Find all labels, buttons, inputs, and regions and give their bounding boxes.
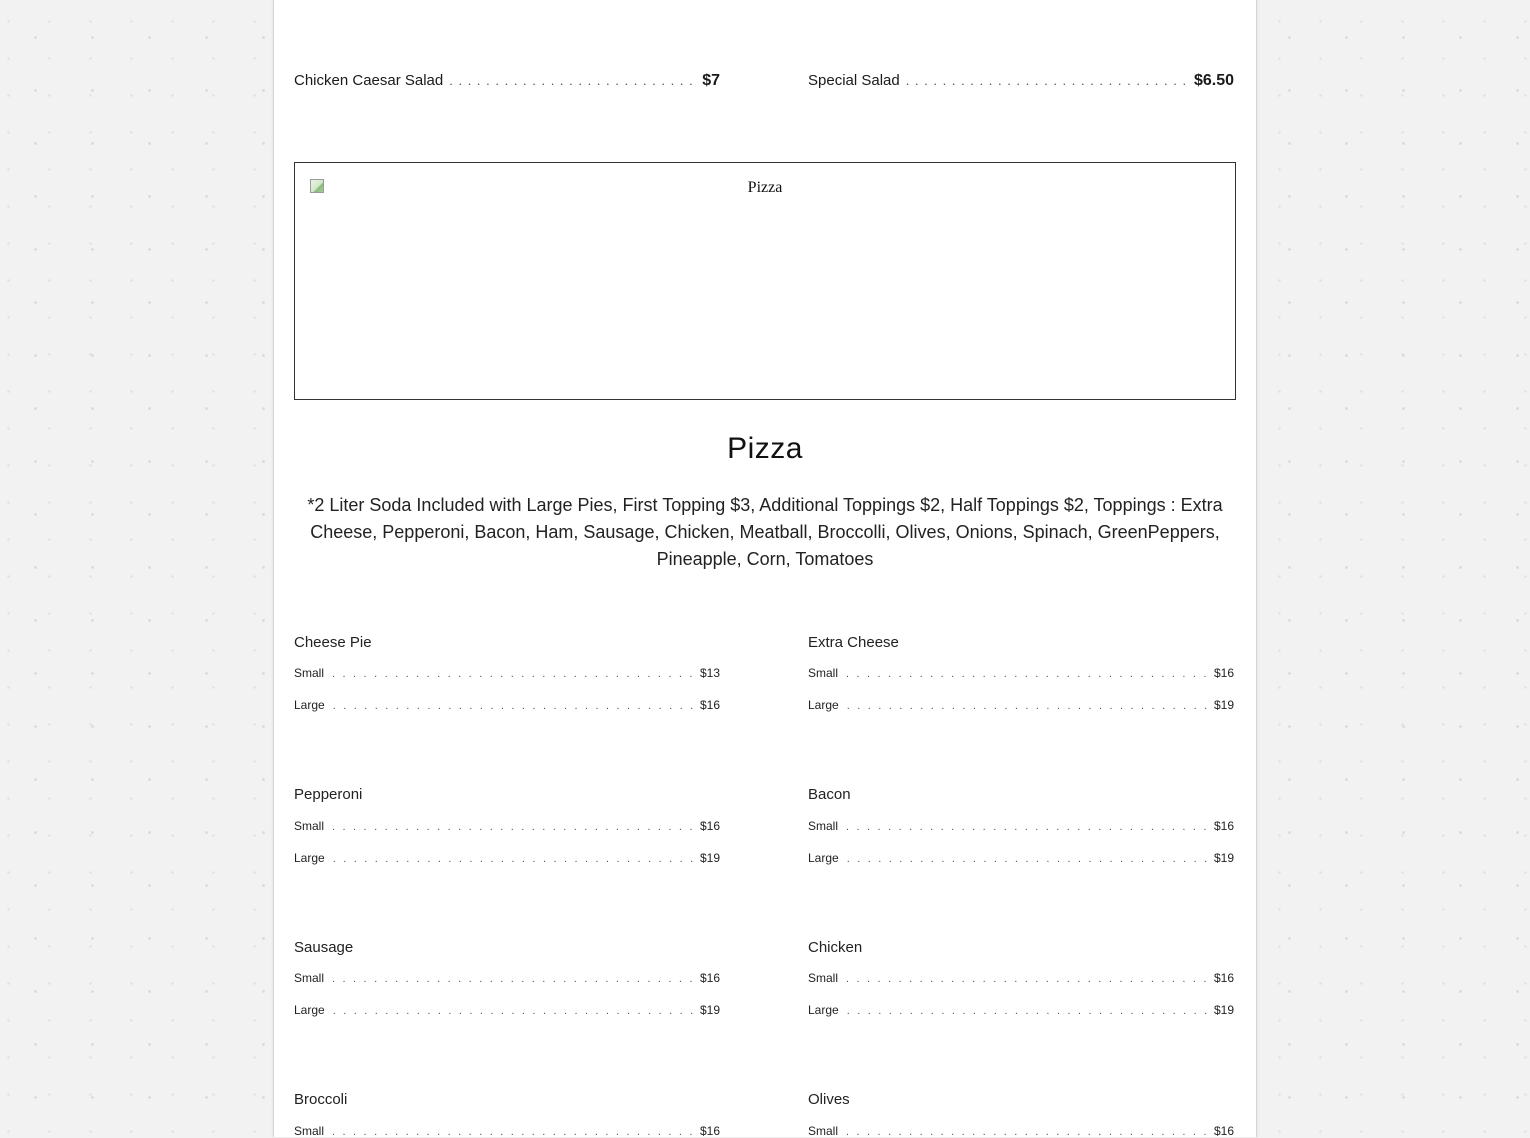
size-price: $16: [699, 819, 720, 833]
size-row-small: [808, 666, 1234, 680]
pizza-item-name: Olives: [808, 1091, 850, 1108]
size-row-large: [294, 851, 720, 865]
size-row-small: [294, 819, 720, 833]
size-label: Large: [294, 698, 325, 712]
dot-leader: [847, 700, 1210, 712]
dot-leader: [332, 668, 696, 680]
dot-leader: [333, 1005, 696, 1017]
menu-item-price: $7: [702, 72, 720, 89]
size-label: Small: [808, 1124, 839, 1138]
size-label: Large: [808, 851, 839, 865]
dot-leader: [846, 821, 1210, 833]
dot-leader: [846, 1126, 1210, 1138]
size-label: Small: [294, 1124, 325, 1138]
dot-leader: [847, 853, 1210, 865]
size-price: $19: [1213, 1003, 1234, 1017]
pizza-image-alt-text: Pizza: [747, 179, 783, 196]
size-price: $13: [699, 666, 720, 680]
pizza-item-name: Cheese Pie: [294, 634, 372, 651]
size-row-small: [294, 1124, 720, 1138]
dot-leader: [333, 853, 696, 865]
size-price: $16: [699, 698, 720, 712]
size-row-small: [294, 666, 720, 680]
size-row-small: [808, 819, 1234, 833]
size-row-large: [808, 698, 1234, 712]
dot-leader: [332, 821, 696, 833]
size-row-large: [294, 1003, 720, 1017]
menu-item-chicken-caesar-salad: [294, 72, 720, 90]
size-price: $19: [699, 1003, 720, 1017]
size-price: $16: [1213, 666, 1234, 680]
pizza-image: [294, 162, 1236, 400]
size-row-small: [294, 971, 720, 985]
size-row-large: [808, 851, 1234, 865]
pizza-item-name: Broccoli: [294, 1091, 348, 1108]
menu-item-name: Chicken Caesar Salad: [294, 72, 444, 89]
size-label: Small: [808, 666, 839, 680]
menu-item-special-salad: [808, 72, 1234, 90]
dot-leader: [906, 73, 1190, 88]
dot-leader: [332, 973, 696, 985]
size-price: $16: [699, 1124, 720, 1138]
size-price: $19: [1213, 698, 1234, 712]
size-price: $16: [1213, 819, 1234, 833]
size-label: Large: [294, 851, 325, 865]
size-price: $16: [1213, 971, 1234, 985]
dot-leader: [846, 973, 1210, 985]
dot-leader: [846, 668, 1210, 680]
size-price: $19: [1213, 851, 1234, 865]
size-price: $16: [1213, 1124, 1234, 1138]
size-label: Small: [294, 819, 325, 833]
size-label: Large: [294, 1003, 325, 1017]
dot-leader: [332, 1126, 696, 1138]
size-label: Small: [808, 819, 839, 833]
menu-item-name: Special Salad: [808, 72, 900, 89]
size-label: Small: [294, 971, 325, 985]
size-price: $16: [699, 971, 720, 985]
section-title-pizza: Pizza: [727, 432, 803, 465]
size-label: Large: [808, 698, 839, 712]
size-row-small: [808, 971, 1234, 985]
pizza-item-name: Bacon: [808, 786, 851, 803]
size-row-large: [294, 698, 720, 712]
pizza-item-name: Sausage: [294, 939, 354, 956]
menu-page: [273, 0, 1257, 1137]
dot-leader: [449, 73, 698, 88]
pizza-item-name: Chicken: [808, 939, 863, 956]
size-label: Small: [294, 666, 325, 680]
size-row-small: [808, 1124, 1234, 1138]
size-label: Small: [808, 971, 839, 985]
dot-leader: [333, 700, 696, 712]
menu-item-price: $6.50: [1193, 72, 1234, 89]
dot-leader: [847, 1005, 1210, 1017]
pizza-item-name: Pepperoni: [294, 786, 363, 803]
size-label: Large: [808, 1003, 839, 1017]
size-price: $19: [699, 851, 720, 865]
pizza-item-name: Extra Cheese: [808, 634, 899, 651]
section-description: *2 Liter Soda Included with Large Pies, First Topping $3, Additional Toppings $2, Half Toppings $2, Toppings : Extra Cheese, Pepperoni, Bacon, Ham, Sausage, Chicken, Meatball, Broccolli, Olives, Onions, Spinach, GreenPeppers, Pineapple, Corn, Tomatoes: [307, 495, 1223, 569]
size-row-large: [808, 1003, 1234, 1017]
